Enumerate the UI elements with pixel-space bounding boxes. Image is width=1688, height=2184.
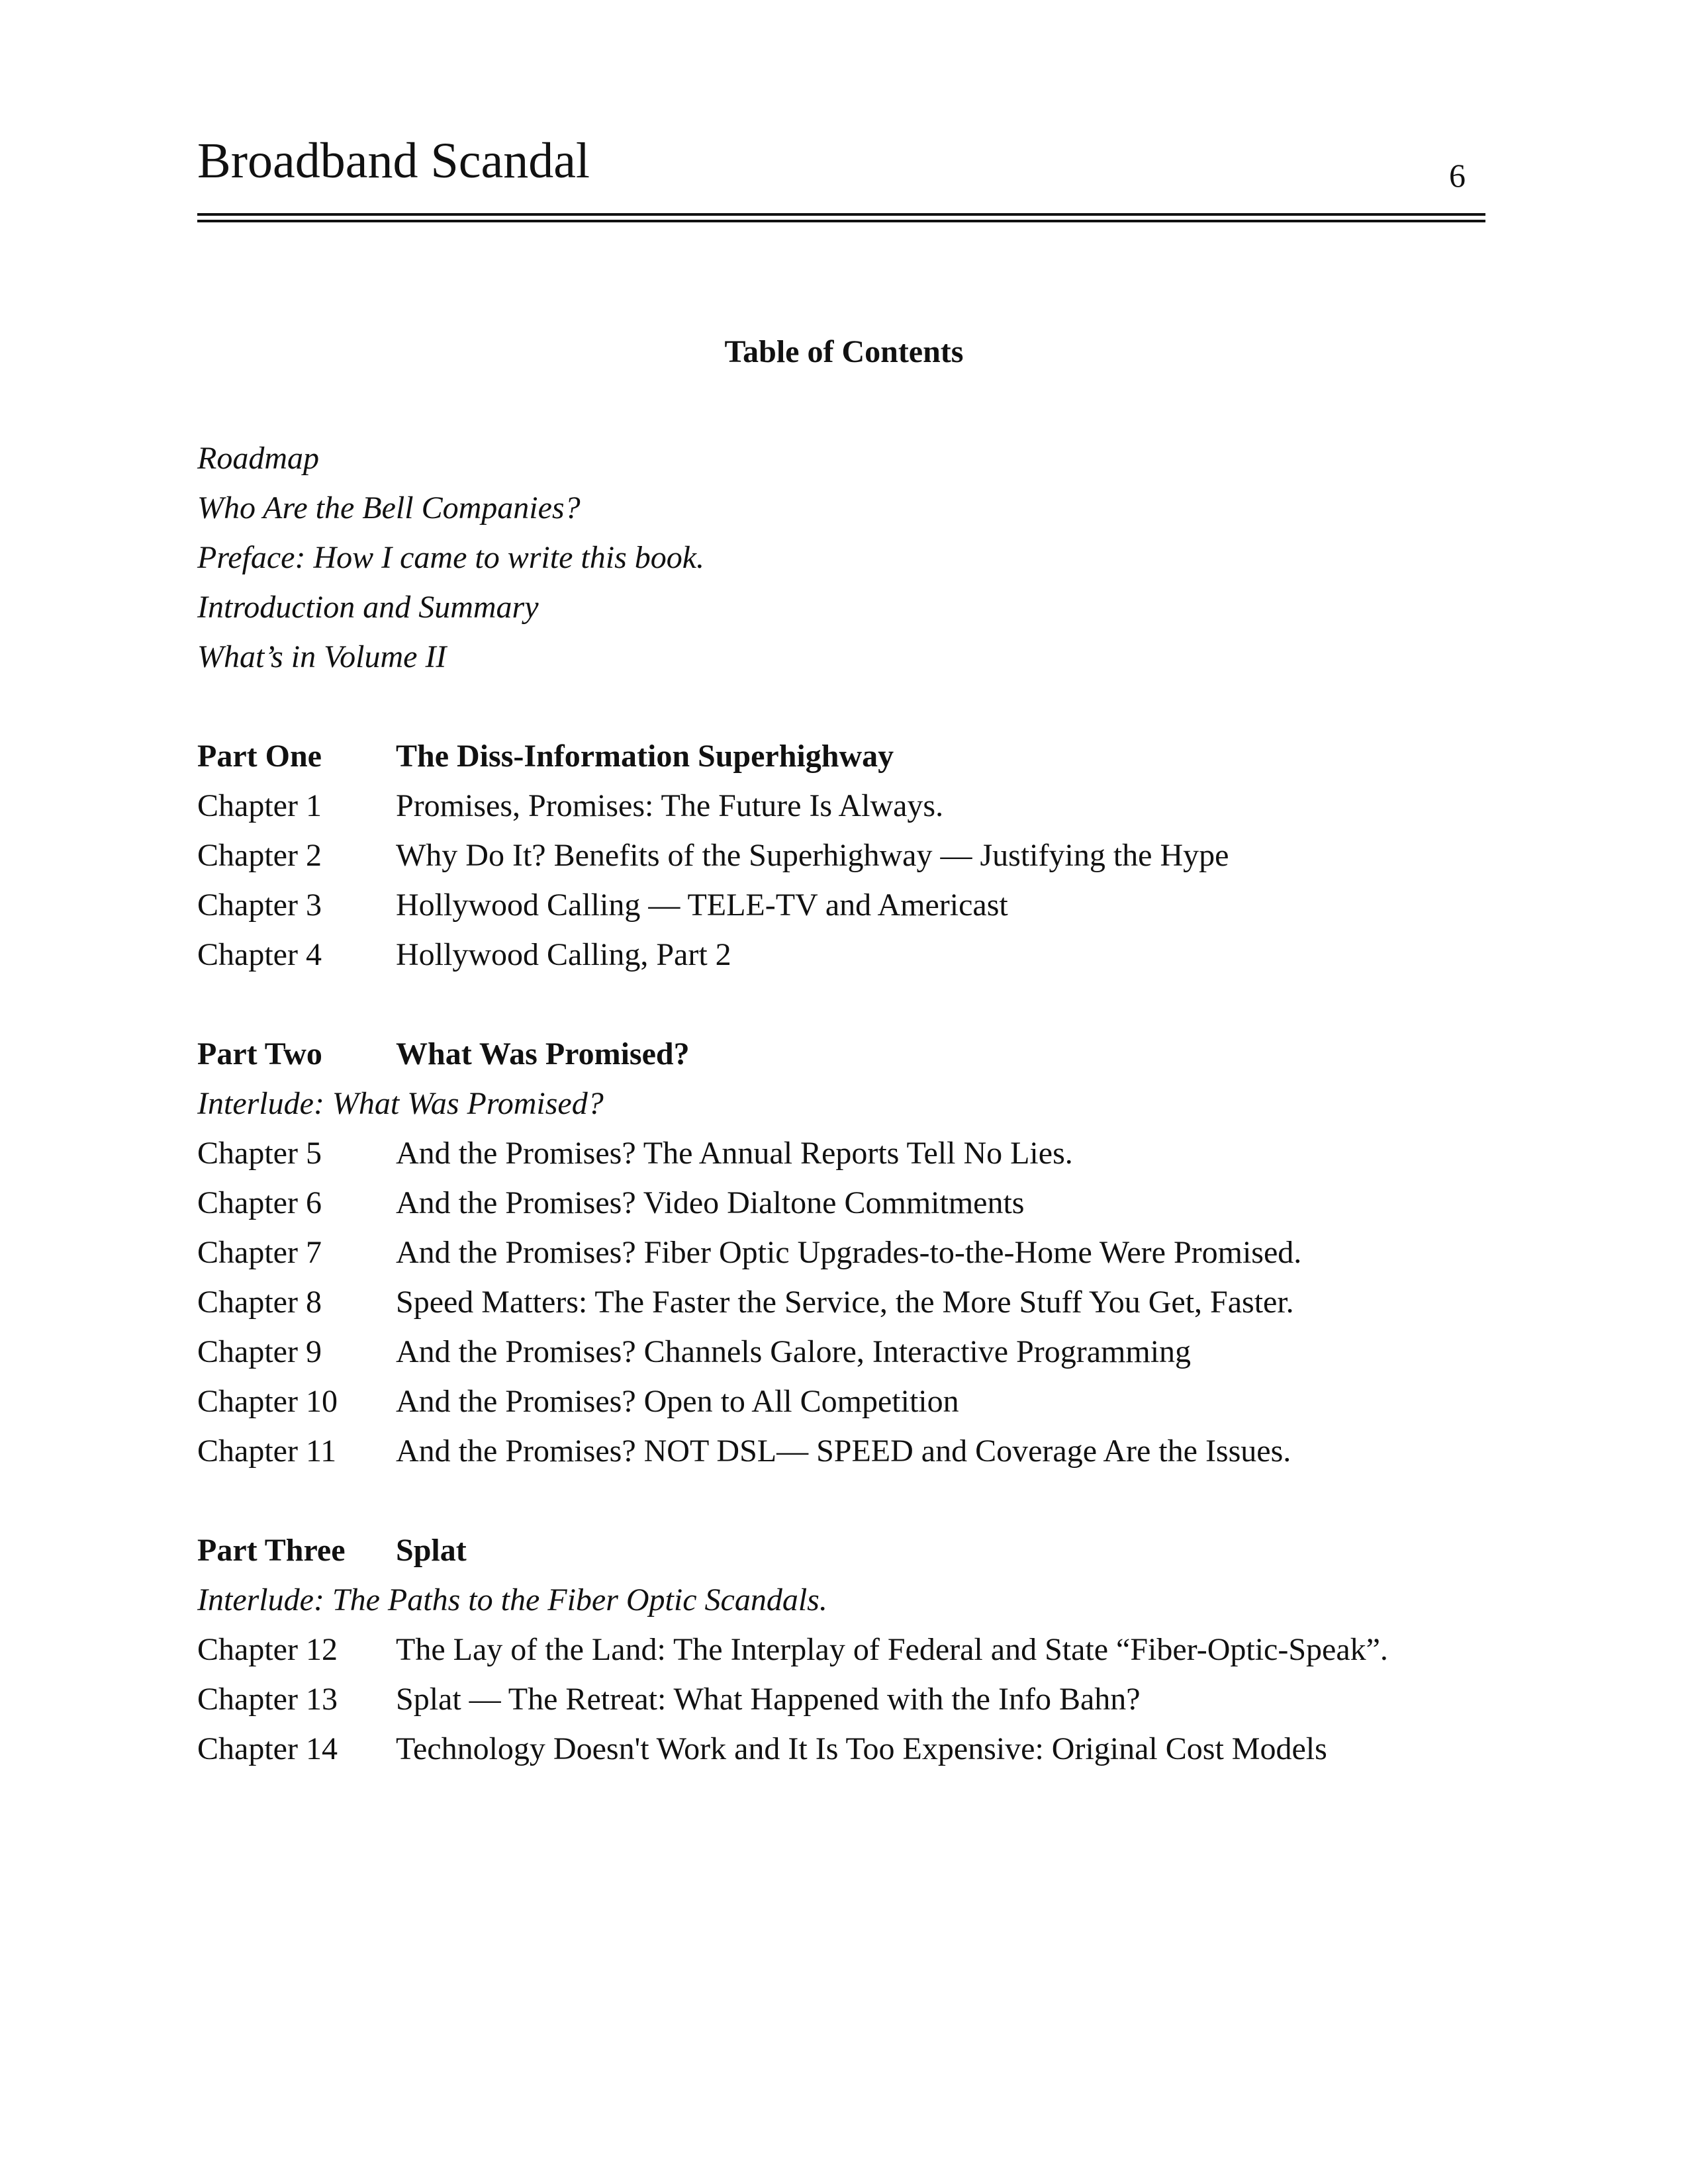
chapter-label: Chapter 3	[197, 887, 322, 923]
chapter-label: Chapter 2	[197, 838, 322, 873]
chapter-title: And the Promises? Fiber Optic Upgrades-to-the-Home Were Promised.	[396, 1235, 1302, 1270]
chapter-title: Splat — The Retreat: What Happened with the Info Bahn?	[396, 1682, 1141, 1717]
front-matter-item-volume-two: What’s in Volume II	[197, 639, 447, 674]
chapter-entry	[197, 831, 1495, 880]
part-heading	[197, 1029, 1495, 1079]
chapter-entry	[197, 1674, 1495, 1724]
chapter-label: Chapter 14	[197, 1731, 338, 1766]
chapter-entry	[197, 1128, 1495, 1178]
part-heading	[197, 1525, 1495, 1575]
chapter-label: Chapter 10	[197, 1384, 338, 1419]
part-label: Part Two	[197, 1036, 322, 1071]
chapter-title: And the Promises? Channels Galore, Interactive Programming	[396, 1334, 1192, 1369]
part-one-section	[197, 731, 1495, 979]
part-two-section	[197, 1029, 1495, 1476]
toc-heading: Table of Contents	[724, 334, 964, 369]
part-heading	[197, 731, 1495, 781]
chapter-title: Technology Doesn't Work and It Is Too Expensive: Original Cost Models	[396, 1731, 1327, 1766]
front-matter-item-roadmap: Roadmap	[197, 441, 319, 476]
chapter-entry	[197, 1377, 1495, 1426]
front-matter-item-preface: Preface: How I came to write this book.	[197, 540, 705, 575]
chapter-title: Promises, Promises: The Future Is Always.	[396, 788, 944, 823]
chapter-label: Chapter 1	[197, 788, 322, 823]
header-rule-top	[197, 213, 1485, 216]
part-title: Splat	[396, 1533, 467, 1568]
chapter-title: And the Promises? The Annual Reports Tell No Lies.	[396, 1136, 1073, 1171]
page-number: 6	[1449, 157, 1466, 194]
chapter-label: Chapter 5	[197, 1136, 322, 1171]
part-title: The Diss-Information Superhighway	[396, 739, 894, 774]
chapter-title: And the Promises? Video Dialtone Commitments	[396, 1185, 1025, 1220]
chapter-entry	[197, 1327, 1495, 1377]
chapter-title: And the Promises? Open to All Competition	[396, 1384, 959, 1419]
chapter-label: Chapter 9	[197, 1334, 322, 1369]
front-matter-list	[197, 433, 1495, 682]
part-label: Part Three	[197, 1533, 346, 1568]
header-rule-bottom	[197, 220, 1485, 222]
chapter-entry	[197, 1426, 1495, 1476]
chapter-entry	[197, 1178, 1495, 1228]
interlude-entry: Interlude: What Was Promised?	[197, 1086, 604, 1121]
chapter-label: Chapter 13	[197, 1682, 338, 1717]
chapter-label: Chapter 8	[197, 1285, 322, 1320]
chapter-entry	[197, 1277, 1495, 1327]
chapter-entry	[197, 1625, 1495, 1674]
chapter-label: Chapter 4	[197, 937, 322, 972]
part-label: Part One	[197, 739, 322, 774]
front-matter-item-introduction: Introduction and Summary	[197, 590, 539, 625]
chapter-label: Chapter 6	[197, 1185, 322, 1220]
chapter-title: Hollywood Calling, Part 2	[396, 937, 731, 972]
chapter-label: Chapter 11	[197, 1433, 337, 1469]
chapter-title: Hollywood Calling — TELE-TV and Americast	[396, 887, 1008, 923]
chapter-title: Speed Matters: The Faster the Service, the More Stuff You Get, Faster.	[396, 1285, 1294, 1320]
chapter-entry	[197, 1228, 1495, 1277]
chapter-entry	[197, 1724, 1495, 1774]
chapter-entry	[197, 880, 1495, 930]
interlude-entry: Interlude: The Paths to the Fiber Optic Scandals.	[197, 1582, 827, 1617]
front-matter-item-bell-companies: Who Are the Bell Companies?	[197, 490, 581, 525]
chapter-entry	[197, 930, 1495, 979]
chapter-label: Chapter 7	[197, 1235, 322, 1270]
chapter-title: And the Promises? NOT DSL— SPEED and Coverage Are the Issues.	[396, 1433, 1291, 1469]
chapter-title: Why Do It? Benefits of the Superhighway — Justifying the Hype	[396, 838, 1229, 873]
part-title: What Was Promised?	[396, 1036, 690, 1071]
header-title: Broadband Scandal	[197, 133, 590, 189]
chapter-title: The Lay of the Land: The Interplay of Federal and State “Fiber-Optic-Speak”.	[396, 1632, 1388, 1667]
part-three-section	[197, 1525, 1495, 1774]
chapter-label: Chapter 12	[197, 1632, 338, 1667]
chapter-entry	[197, 781, 1495, 831]
